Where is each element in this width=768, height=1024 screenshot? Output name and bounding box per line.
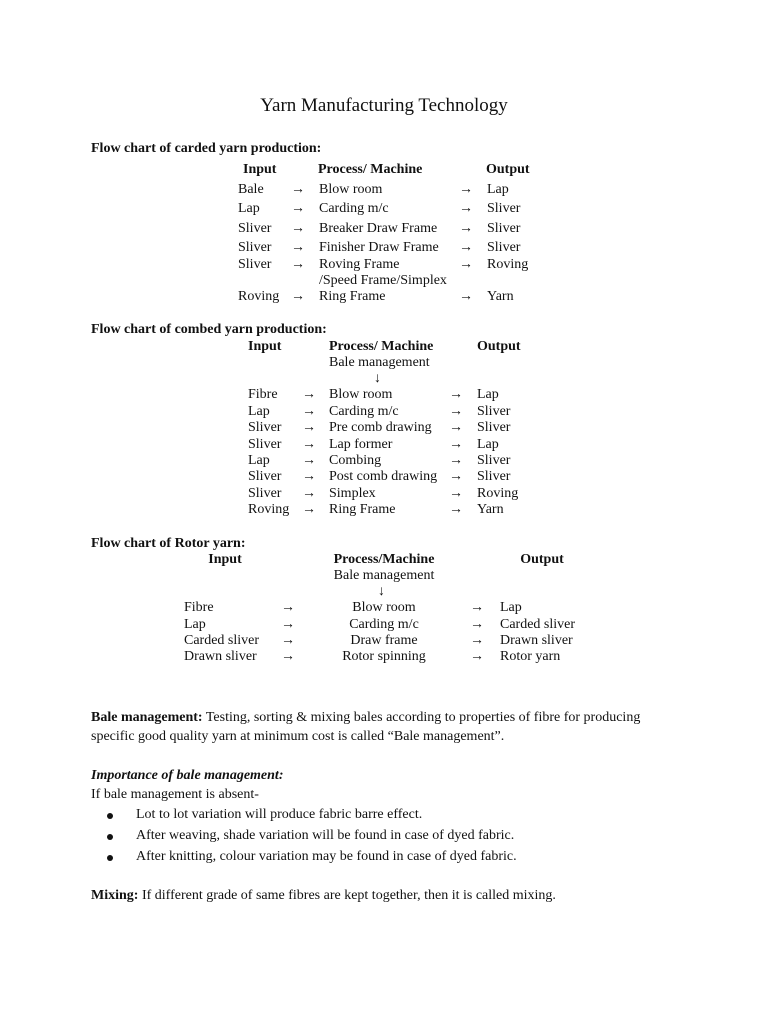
flow-output-cell: Sliver [477,420,511,435]
right-arrow-icon: → [281,617,295,632]
flow-process-cell: Breaker Draw Frame [319,221,438,236]
right-arrow-icon: → [459,289,473,304]
flow-input-cell: Sliver [248,420,282,435]
combed-process-header: Process/ Machine [329,339,434,354]
flow-process-cell: Rotor spinning [342,649,426,664]
right-arrow-icon: → [302,420,316,435]
list-item: After knitting, colour variation may be found in case of dyed fabric. [136,849,517,864]
right-arrow-icon: → [291,257,305,272]
carded-heading: Flow chart of carded yarn production: [91,141,322,156]
flow-output-cell: Sliver [487,221,521,236]
bullet-icon [107,855,113,861]
flow-output-cell: Roving [487,257,529,272]
flow-input-cell: Roving [238,289,280,304]
flow-process-cell: Carding m/c [349,617,419,632]
carded-output-header: Output [486,162,530,177]
right-arrow-icon: → [291,182,305,197]
importance-heading: Importance of bale management: [91,768,284,783]
right-arrow-icon: → [302,469,316,484]
flow-process-cell: Finisher Draw Frame [319,240,439,255]
rotor-input-header: Input [208,552,242,567]
flow-process-cell: Lap former [329,437,393,452]
flow-output-cell: Lap [500,600,522,615]
flow-input-cell: Carded sliver [184,633,260,648]
list-item: After weaving, shade variation will be found in case of dyed fabric. [136,828,515,843]
flow-output-cell: Yarn [487,289,514,304]
right-arrow-icon: → [291,289,305,304]
bale-management-line2: specific good quality yarn at minimum cost is called “Bale management”. [91,729,505,744]
flow-input-cell: Roving [248,502,290,517]
flow-input-cell: Sliver [248,469,282,484]
right-arrow-icon: → [459,257,473,272]
right-arrow-icon: → [281,600,295,615]
flow-output-cell: Sliver [487,201,521,216]
mixing-term: Mixing: [91,888,139,903]
flow-output-cell: Drawn sliver [500,633,573,648]
right-arrow-icon: → [281,649,295,664]
right-arrow-icon: → [449,502,463,517]
flow-input-cell: Lap [184,617,206,632]
flow-input-cell: Drawn sliver [184,649,257,664]
right-arrow-icon: → [449,387,463,402]
right-arrow-icon: → [291,221,305,236]
right-arrow-icon: → [302,486,316,501]
flow-input-cell: Fibre [184,600,214,615]
flow-process-cell: Carding m/c [319,201,389,216]
right-arrow-icon: → [302,387,316,402]
right-arrow-icon: → [302,404,316,419]
flow-output-cell: Sliver [477,453,511,468]
right-arrow-icon: → [449,486,463,501]
page-title: Yarn Manufacturing Technology [260,95,508,116]
flow-process-cell: Carding m/c [329,404,399,419]
flow-input-cell: Sliver [248,486,282,501]
flow-process-cell: Blow room [319,182,383,197]
flow-output-cell: Sliver [477,404,511,419]
flow-output-cell: Rotor yarn [500,649,561,664]
flow-process-cell: Draw frame [350,633,418,648]
right-arrow-icon: → [470,617,484,632]
flow-input-cell: Sliver [238,221,272,236]
rotor-process-header: Process/Machine [333,552,435,567]
flow-output-cell: Sliver [477,469,511,484]
flow-process-cell: Ring Frame [329,502,396,517]
flow-input-cell: Sliver [238,257,272,272]
right-arrow-icon: → [449,469,463,484]
right-arrow-icon: → [302,502,316,517]
right-arrow-icon: → [449,437,463,452]
flow-input-cell: Lap [248,404,270,419]
flow-process-cell: Combing [329,453,382,468]
flow-input-cell: Sliver [248,437,282,452]
rotor-heading: Flow chart of Rotor yarn: [91,536,246,551]
flow-input-cell: Bale [238,182,264,197]
bale-management-term: Bale management: [91,710,203,725]
flow-process-cell: Ring Frame [319,289,386,304]
right-arrow-icon: → [470,649,484,664]
bullet-icon [107,813,113,819]
combed-input-header: Input [248,339,282,354]
combed-down-arrow: ↓ [374,371,381,386]
right-arrow-icon: → [291,240,305,255]
right-arrow-icon: → [449,453,463,468]
right-arrow-icon: → [302,437,316,452]
rotor-output-header: Output [520,552,564,567]
mixing-text: If different grade of same fibres are kept together, then it is called mixing. [141,888,556,903]
carded-input-header: Input [243,162,277,177]
right-arrow-icon: → [459,182,473,197]
right-arrow-icon: → [302,453,316,468]
flow-process-cell: Post comb drawing [329,469,438,484]
right-arrow-icon: → [291,201,305,216]
right-arrow-icon: → [459,201,473,216]
flow-output-cell: Lap [487,182,509,197]
flow-output-cell: Roving [477,486,519,501]
bullet-icon [107,834,113,840]
combed-heading: Flow chart of combed yarn production: [91,322,327,337]
importance-intro: If bale management is absent- [91,787,259,802]
flow-process-cell-cont: /Speed Frame/Simplex [319,273,447,288]
combed-output-header: Output [477,339,521,354]
right-arrow-icon: → [449,420,463,435]
right-arrow-icon: → [281,633,295,648]
flow-input-cell: Sliver [238,240,272,255]
flow-process-cell: Blow room [352,600,416,615]
flow-input-cell: Fibre [248,387,278,402]
flow-process-cell: Roving Frame [319,257,400,272]
combed-pre-step: Bale management [329,355,430,370]
flow-process-cell: Simplex [329,486,376,501]
flow-input-cell: Lap [248,453,270,468]
rotor-pre-step: Bale management [333,568,435,583]
carded-process-header: Process/ Machine [318,162,423,177]
right-arrow-icon: → [470,600,484,615]
right-arrow-icon: → [459,240,473,255]
bale-management-definition [91,707,677,728]
mixing-definition [91,888,556,904]
list-item: Lot to lot variation will produce fabric barre effect. [136,807,423,822]
flow-output-cell: Yarn [477,502,504,517]
bale-management-line1: Testing, sorting & mixing bales according to properties of fibre for producing [205,710,641,725]
flow-process-cell: Pre comb drawing [329,420,432,435]
flow-output-cell: Lap [477,437,499,452]
flow-process-cell: Blow room [329,387,393,402]
flow-output-cell: Lap [477,387,499,402]
right-arrow-icon: → [470,633,484,648]
flow-output-cell: Sliver [487,240,521,255]
rotor-down-arrow: ↓ [378,584,385,599]
flow-output-cell: Carded sliver [500,617,576,632]
right-arrow-icon: → [459,221,473,236]
flow-input-cell: Lap [238,201,260,216]
right-arrow-icon: → [449,404,463,419]
